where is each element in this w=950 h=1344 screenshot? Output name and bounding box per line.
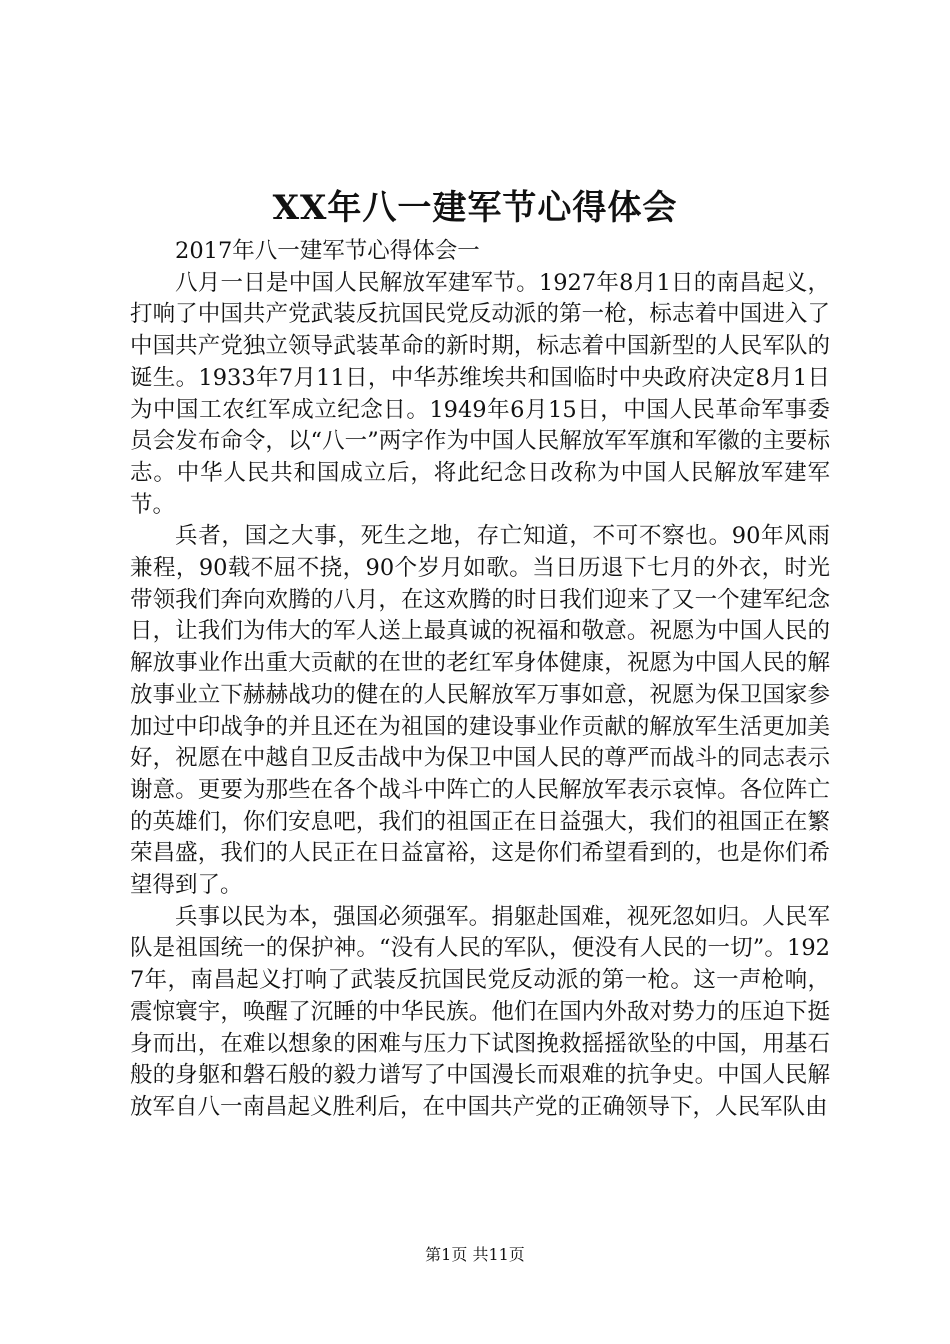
document-title: XX年八一建军节心得体会 [272,188,678,228]
page-footer: 第1页 共11页 [425,1245,525,1264]
paragraph-3: 兵事以民为本，强国必须强军。捐躯赴国难，视死忽如归。人民军队是祖国统一的保护神。“没有人民的军队，便没有人民的一切”。1927年，南昌起义打响了武装反抗国民党反动派的第一枪。这一声枪响，震惊寰宇，唤醒了沉睡的中华民族。他们在国内外敌对势力的压迫下挺身而出，在难以想象的困难与压力下试图挽救摇摇欲坠的中国，用基石般的身躯和磐石般的毅力谱写了中国漫长而艰难的抗争史。中国人民解放军自八一南昌起义胜利后，在中国共产党的正确领导下，人民军队由 [130,903,830,1120]
document-body [130,236,830,1124]
section-subheading: 2017年八一建军节心得体会一 [175,238,480,264]
paragraph-1: 八月一日是中国人民解放军建军节。1927年8月1日的南昌起义，打响了中国共产党武装反抗国民党反动派的第一枪，标志着中国进入了中国共产党独立领导武装革命的新时期，标志着中国新型的人民军队的诞生。1933年7月11日，中华苏维埃共和国临时中央政府决定8月1日为中国工农红军成立纪念日。1949年6月15日，中国人民革命军事委员会发布命令，以“八一”两字作为中国人民解放军军旗和军徽的主要标志。中华人民共和国成立后，将此纪念日改称为中国人民解放军建军节。 [130,269,830,518]
paragraph-2: 兵者，国之大事，死生之地，存亡知道，不可不察也。90年风雨兼程，90载不屈不挠，90个岁月如歌。当日历退下七月的外衣，时光带领我们奔向欢腾的八月，在这欢腾的时日我们迎来了又一个建军纪念日，让我们为伟大的军人送上最真诚的祝福和敬意。祝愿为中国人民的解放事业作出重大贡献的在世的老红军身体健康，祝愿为中国人民的解放事业立下赫赫战功的健在的人民解放军万事如意，祝愿为保卫国家参加过中印战争的并且还在为祖国的建设事业作贡献的解放军生活更加美好，祝愿在中越自卫反击战中为保卫中国人民的尊严而战斗的同志表示谢意。更要为那些在各个战斗中阵亡的人民解放军表示哀悼。各位阵亡的英雄们，你们安息吧，我们的祖国正在日益强大，我们的祖国正在繁荣昌盛，我们的人民正在日益富裕，这是你们希望看到的，也是你们希望得到了。 [130,523,830,899]
